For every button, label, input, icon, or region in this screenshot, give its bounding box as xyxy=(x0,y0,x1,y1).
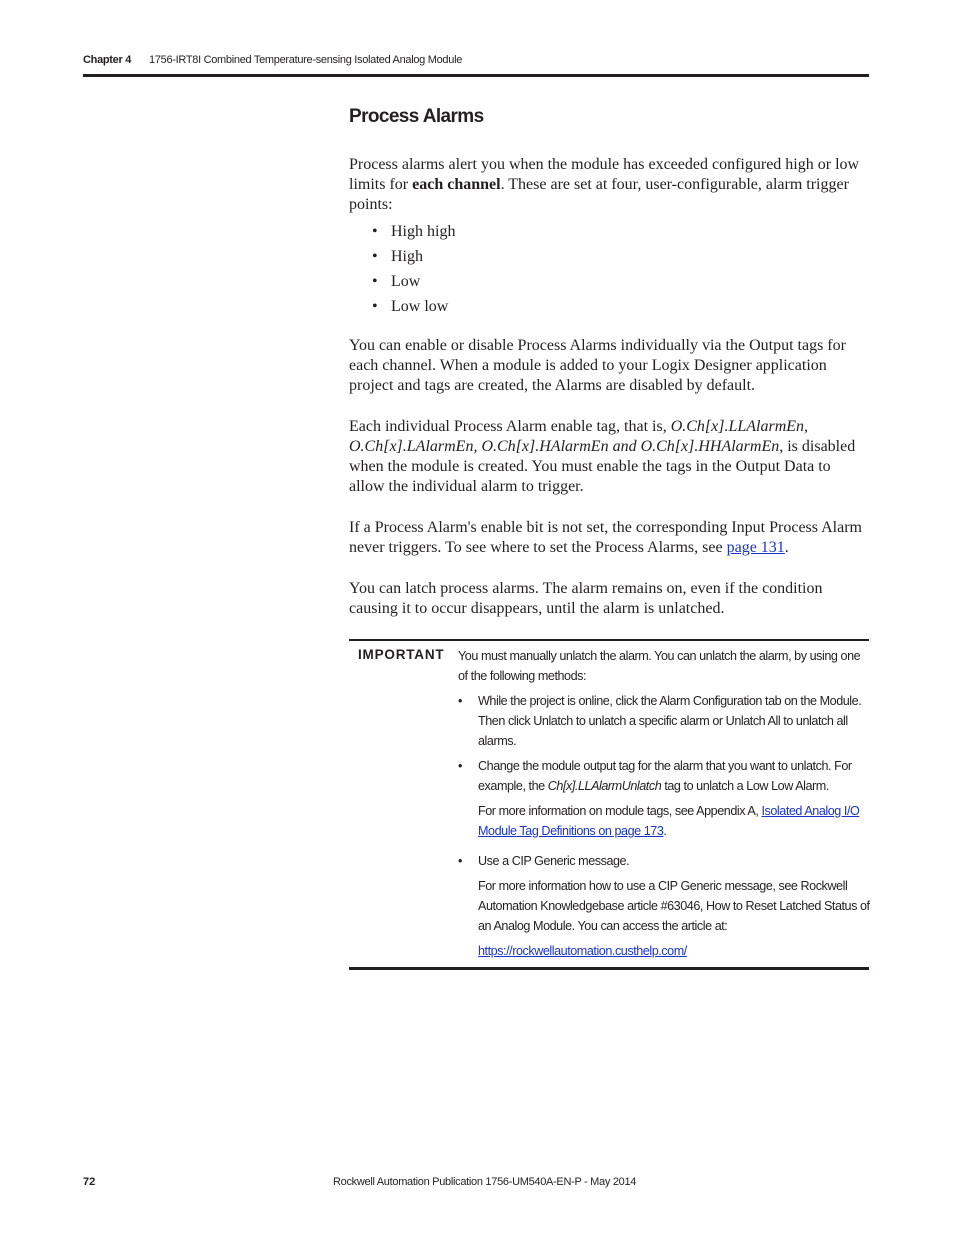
method-cip-text: Use a CIP Generic message. xyxy=(478,854,630,868)
method-tag-text-1: Change the module output tag for the alarm that you want to unlatch. For example, the xyxy=(478,759,852,793)
running-header xyxy=(83,54,869,76)
section-title: Process Alarms xyxy=(349,106,484,127)
method-online-text: While the project is online, click the Alarm Configuration tab on the Module. Then click Unlatch to unlatch a specific alarm or Unlatch All to unlatch all alarms. xyxy=(478,694,862,748)
unlatch-method-item xyxy=(458,851,870,961)
tags-text-2: , is disabled when the module is created. You must enable the tags in the Output Data to allow the individual alarm to trigger. xyxy=(349,438,856,495)
method-cip-more: For more information how to use a CIP Generic message, see Rockwell Automation Knowledgebase article #63046, How to Reset Latched Status of an Analog Module. You can access the article at: xyxy=(478,879,870,933)
method-tag-more-end: . xyxy=(663,824,667,838)
trigger-point-item: • Low xyxy=(372,269,455,294)
page-131-link[interactable]: page 131 xyxy=(726,539,785,556)
bit-text-2: . xyxy=(784,539,789,556)
header-rule xyxy=(83,74,869,77)
intro-text-1: Process alarms alert you when the module has exceeded configured high or low limits for xyxy=(349,156,860,193)
chapter-label: Chapter 4 xyxy=(83,54,132,66)
unlatch-methods-list xyxy=(458,691,870,961)
latch-paragraph xyxy=(349,579,869,619)
method-tag-more: For more information on module tags, see Appendix A, xyxy=(478,804,762,818)
bit-text-1: If a Process Alarm's enable bit is not set, the corresponding Input Process Alarm never triggers. To see where to set the Process Alarms, see xyxy=(349,519,862,556)
tags-text-1: Each individual Process Alarm enable tag, that is, xyxy=(349,418,671,435)
unlatch-method-item xyxy=(458,756,870,841)
tags-italic-text: O.Ch[x].LLAlarmEn, O.Ch[x].LAlarmEn, O.Ch[x].HAlarmEn and O.Ch[x].HHAlarmEn xyxy=(349,418,809,455)
trigger-point-item: • High high xyxy=(372,219,455,244)
method-tag-italic: Ch[x].LLAlarmUnlatch xyxy=(547,779,662,793)
latch-text: You can latch process alarms. The alarm remains on, even if the condition causing it to occur disappears, until the alarm is unlatched. xyxy=(349,580,823,617)
unlatch-method-item xyxy=(458,691,870,751)
important-body xyxy=(458,646,870,966)
enable-text: You can enable or disable Process Alarms individually via the Output tags for each channel. When a module is added to your Logix Designer application project and tags are created, the Alarms are disabled by default. xyxy=(349,337,846,394)
important-top-rule xyxy=(349,639,869,641)
publication-footer: Rockwell Automation Publication 1756-UM540A-EN-P - May 2014 xyxy=(333,1176,637,1188)
important-bottom-rule xyxy=(349,967,869,970)
important-label: IMPORTANT xyxy=(358,647,445,662)
trigger-point-item: • High xyxy=(372,244,455,269)
enable-paragraph xyxy=(349,336,869,396)
chapter-title: 1756-IRT8I Combined Temperature-sensing Isolated Analog Module xyxy=(149,54,463,66)
trigger-point-item: • Low low xyxy=(372,294,455,319)
intro-bold-text: each channel xyxy=(412,176,501,193)
custhelp-link[interactable]: https://rockwellautomation.custhelp.com/ xyxy=(478,944,687,958)
tag-definitions-link[interactable]: Isolated Analog I/O Module Tag Definitions on page 173 xyxy=(478,804,860,838)
enable-bit-paragraph xyxy=(349,518,869,558)
intro-text-2: . These are set at four, user-configurable, alarm trigger points: xyxy=(349,176,849,213)
method-tag-text-2: tag to unlatch a Low Low Alarm. xyxy=(661,779,829,793)
tags-paragraph xyxy=(349,417,869,497)
intro-paragraph xyxy=(349,155,869,215)
important-intro: You must manually unlatch the alarm. You can unlatch the alarm, by using one of the following methods: xyxy=(458,649,861,683)
page-number: 72 xyxy=(83,1176,96,1188)
trigger-points-list xyxy=(372,219,455,319)
